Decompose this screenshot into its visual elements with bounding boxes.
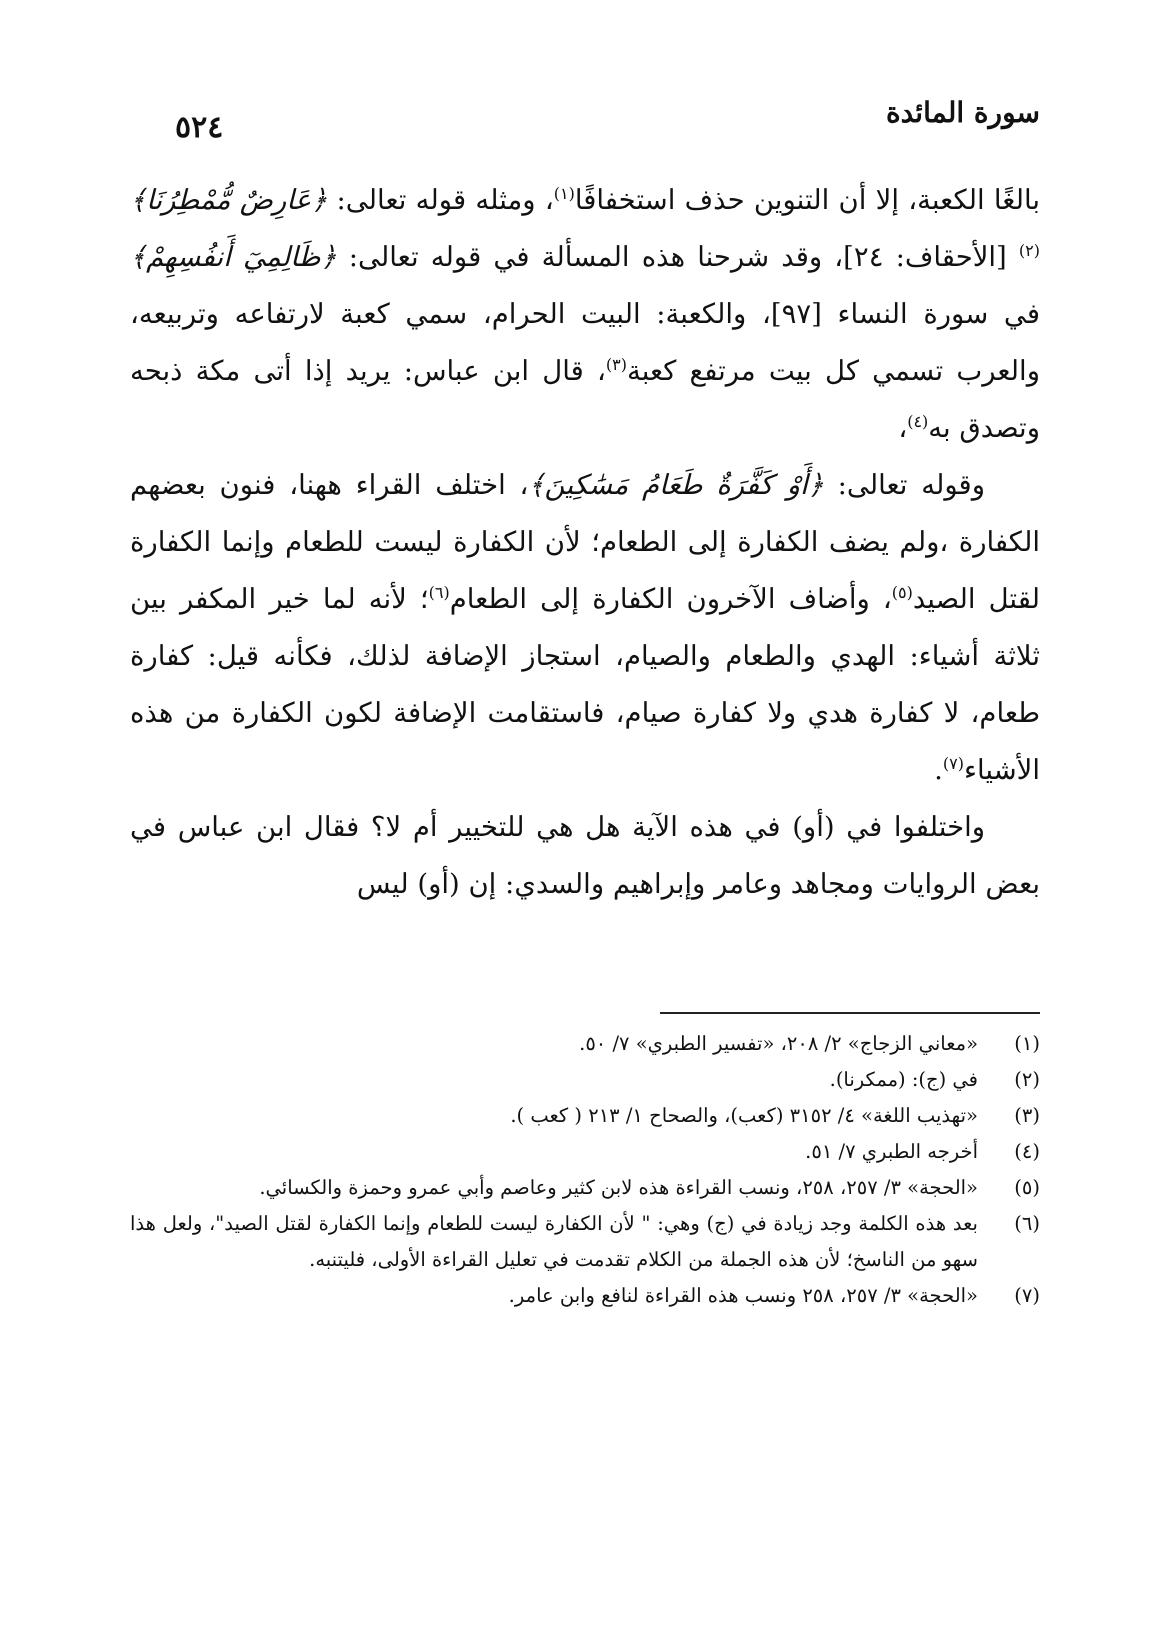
footnote-number: (٧) (1014, 1284, 1040, 1307)
quran-quote: ﴿عَارِضٌ مُّمْطِرُنَا﴾ (130, 184, 328, 216)
footnotes (130, 1026, 1040, 1314)
footnote-text: «الحجة» ٣/ ٢٥٧، ٢٥٨ ونسب هذه القراءة لنافع وابن عامر. (508, 1284, 978, 1307)
footnote-number: (٤) (1014, 1140, 1040, 1163)
running-title: سورة المائدة (885, 96, 1040, 129)
footnote-text: في (ج): (ممكرنا). (829, 1068, 978, 1091)
footnote-ref-5: (٥) (891, 582, 913, 602)
footnote-text: «تهذيب اللغة» ٤/ ٣١٥٢ (كعب)، والصحاح ١/ ٢١٣ ( كعب ). (510, 1104, 978, 1127)
footnote-ref-1: (١) (553, 183, 575, 203)
text-run: ، ومثله قوله تعالى: (327, 184, 554, 216)
footnote-text: «معاني الزجاج» ٢/ ٢٠٨، «تفسير الطبري» ٧/ ٥٠. (579, 1032, 978, 1055)
text-run: [الأحقاف: ٢٤]، وقد شرحنا هذه المسألة في قوله تعالى: (336, 241, 1019, 273)
paragraph-1 (130, 172, 1040, 457)
footnote-divider (660, 1012, 1040, 1014)
text-run: ؛ لأنه لما خير المكفر بين ثلاثة أشياء: الهدي والطعام والصيام، استجاز الإضافة لذلك، فكأنه قيل: كفارة طعام، لا كفارة هدي ولا كفارة صيام، فاستقامت الإضافة لكون الكفارة من هذه الأشياء (130, 583, 1040, 786)
footnote-2 (130, 1062, 1040, 1098)
text-run: ، وأضاف الآخرون الكفارة إلى الطعام (449, 583, 892, 615)
footnote-1 (130, 1026, 1040, 1062)
page-number: ٥٢٤ (175, 110, 224, 145)
footnote-text: بعد هذه الكلمة وجد زيادة في (ج) وهي: " لأن الكفارة ليست للطعام وإنما الكفارة لقتل الصيد"، ولعل هذا سهو من الناسخ؛ لأن هذه الجملة من الكلام تقدمت في تعليل القراءة الأولى، فليتنبه. (130, 1212, 978, 1271)
text-run: ، (898, 412, 908, 444)
text-run: واختلفوا في (أو) في هذه الآية هل هي للتخيير أم لا؟ فقال ابن عباس في بعض الروايات ومجاهد وعامر وإبراهيم والسدي: إن (أو) ليس (130, 811, 1040, 900)
footnote-text: «الحجة» ٣/ ٢٥٧، ٢٥٨، ونسب القراءة هذه لابن كثير وعاصم وأبي عمرو وحمزة والكسائي. (259, 1176, 978, 1199)
footnote-6 (130, 1206, 1040, 1278)
footnote-number: (١) (1014, 1032, 1040, 1055)
footnote-ref-3: (٣) (605, 354, 627, 374)
footnote-7 (130, 1278, 1040, 1314)
quran-quote: ﴿ظَالِمِيٓ أَنفُسِهِمْ﴾ (130, 241, 337, 273)
text-run: بالغًا الكعبة، إلا أن التنوين حذف استخفافًا (574, 184, 1040, 216)
footnote-4 (130, 1134, 1040, 1170)
paragraph-2 (130, 457, 1040, 799)
page-header (175, 96, 1040, 156)
footnote-number: (٥) (1014, 1176, 1040, 1199)
footnote-number: (٢) (1014, 1068, 1040, 1091)
footnote-number: (٣) (1014, 1104, 1040, 1127)
footnote-ref-7: (٧) (942, 753, 965, 773)
footnote-ref-2: (٢) (1018, 240, 1040, 260)
footnote-number: (٦) (1014, 1212, 1040, 1235)
text-run: في سورة النساء [٩٧]، والكعبة: البيت الحرام، سمي كعبة لارتفاعه وتربيعه، والعرب تسمي كل بيت مرتفع كعبة (130, 298, 1040, 387)
quran-quote: ﴿أَوْ كَفَّرَةٌ طَعَامُ مَسَٰكِينَ﴾ (528, 469, 824, 501)
footnote-3 (130, 1098, 1040, 1134)
footnote-ref-4: (٤) (907, 411, 929, 431)
text-run: وقوله تعالى: (823, 469, 985, 501)
footnote-ref-6: (٦) (428, 582, 450, 602)
main-text (130, 172, 1040, 913)
text-run: ، اختلف القراء ههنا، فنون بعضهم الكفارة ،ولم يضف الكفارة إلى الطعام؛ لأن الكفارة ليست للطعام وإنما الكفارة لقتل الصيد (130, 469, 1040, 615)
footnote-text: أخرجه الطبري ٧/ ٥١. (805, 1140, 978, 1163)
text-run: . (934, 754, 943, 786)
paragraph-3 (130, 799, 1040, 913)
footnote-5 (130, 1170, 1040, 1206)
text-run: ، قال ابن عباس: يريد إذا أتى مكة ذبحه وتصدق به (130, 355, 1040, 444)
